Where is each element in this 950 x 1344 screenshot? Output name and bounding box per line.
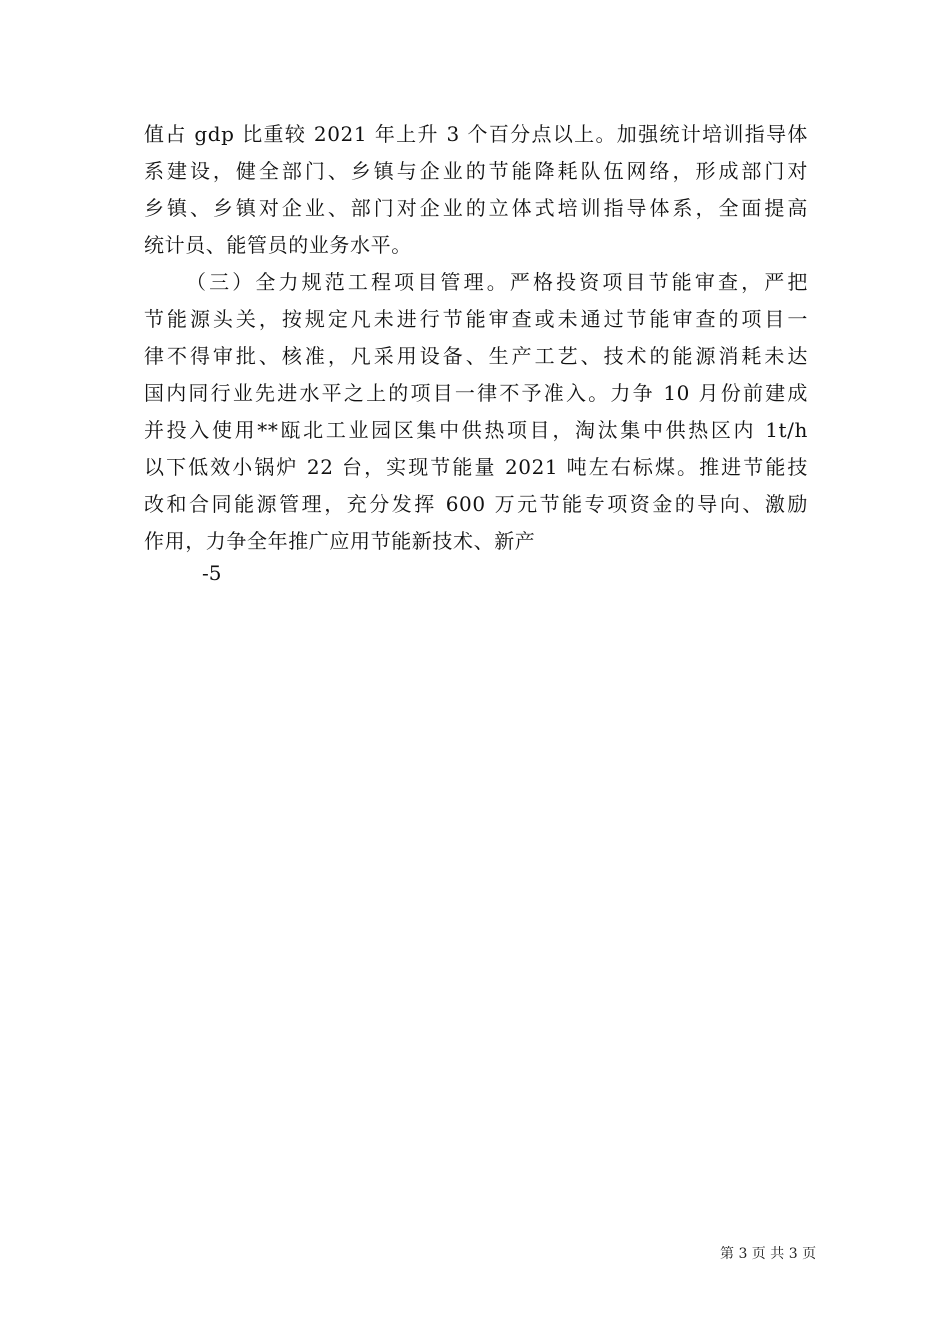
- document-body: [144, 116, 808, 560]
- text-line-paragraph-start: （三）全力规范工程项目管理。严格投资项目节能审查，严把: [186, 270, 808, 294]
- text-line: 以下低效小锅炉 22 台，实现节能量 2021 吨左右标煤。推进节能技: [144, 455, 808, 479]
- text-line: 乡镇、乡镇对企业、部门对企业的立体式培训指导体系，全面提高: [144, 196, 808, 220]
- text-line: 国内同行业先进水平之上的项目一律不予准入。力争 10 月份前建成: [144, 381, 808, 405]
- page-marker: -5: [202, 561, 222, 585]
- page-footer: 第 3 页 共 3 页: [720, 1246, 817, 1262]
- text-line: 并投入使用**瓯北工业园区集中供热项目，淘汰集中供热区内 1t/h: [144, 418, 808, 442]
- text-line: 律不得审批、核准，凡采用设备、生产工艺、技术的能源消耗未达: [144, 344, 808, 368]
- text-line: 作用，力争全年推广应用节能新技术、新产: [144, 529, 536, 553]
- text-line: 统计员、能管员的业务水平。: [144, 233, 412, 257]
- text-line: 值占 gdp 比重较 2021 年上升 3 个百分点以上。加强统计培训指导体: [144, 122, 808, 146]
- text-line: 节能源头关，按规定凡未进行节能审查或未通过节能审查的项目一: [144, 307, 808, 331]
- text-line: 改和合同能源管理，充分发挥 600 万元节能专项资金的导向、激励: [144, 492, 808, 516]
- text-line: 系建设，健全部门、乡镇与企业的节能降耗队伍网络，形成部门对: [144, 159, 808, 183]
